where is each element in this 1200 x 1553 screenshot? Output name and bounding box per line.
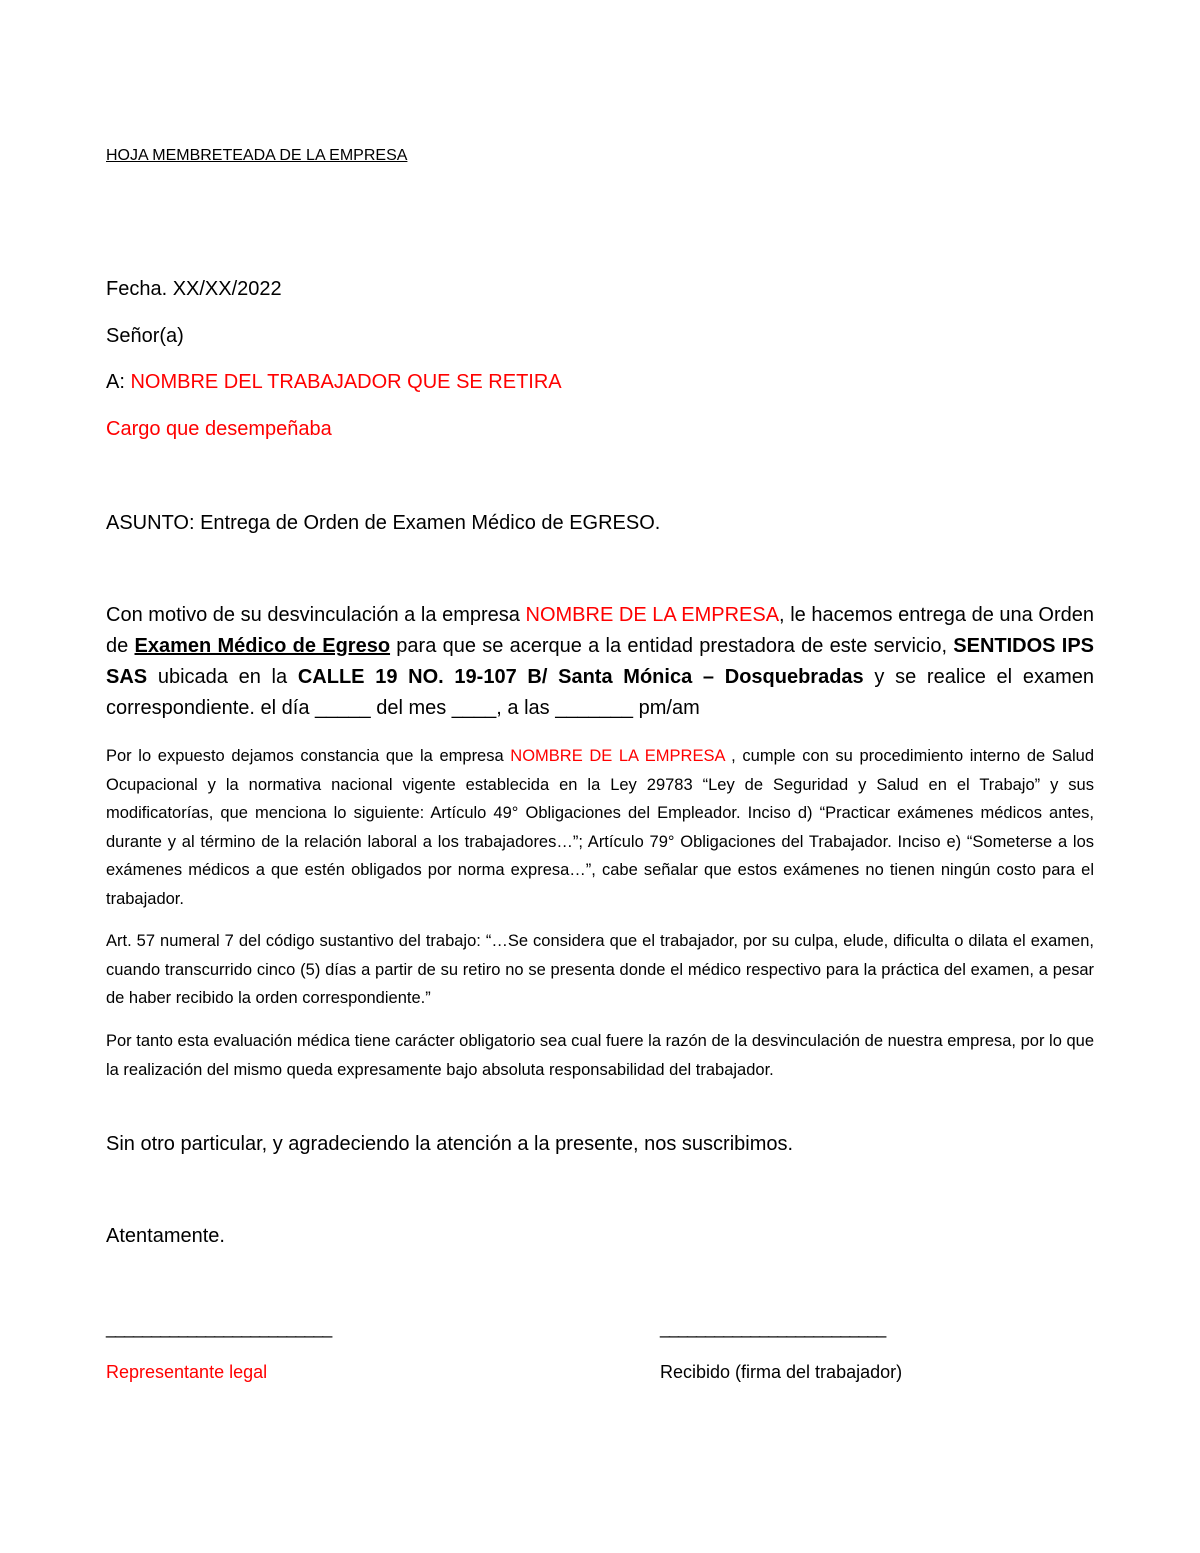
main-text-1: Con motivo de su desvinculación a la empresa	[106, 604, 526, 626]
date-line: Fecha. XX/XX/2022	[106, 278, 282, 300]
main-text-3: para que se acerque a la entidad prestadora de este servicio,	[390, 635, 954, 657]
main-paragraph	[106, 600, 1094, 724]
p1-text-2: , cumple con su procedimiento interno de Salud Ocupacional y la normativa nacional vigente establecida en la Ley 29783 “Ley de Seguridad y Salud en el Trabajo” y sus modificatorías, que menciona lo siguiente: Artículo 49° Obligaciones del Empleador. Inciso d) “Practicar exámenes médicos antes, durante y al término de la relación laboral a los trabajadores…”; Artículo 79° Obligaciones del Trabajador. Inciso e) “Someterse a los exámenes médicos a que estén obligados por norma expresa…”, cabe señalar que estos exámenes no tienen ningún costo para el trabajador.	[106, 747, 1094, 908]
signature-line-right: _________________________	[660, 1318, 886, 1338]
recipient-line	[106, 371, 562, 394]
provider-name: SENTIDOS IPS SAS	[106, 635, 1095, 688]
exam-schedule: el día _____ del mes ____, a las _______ pm/am	[260, 697, 700, 719]
recipient-prefix: A:	[106, 371, 131, 393]
p1-text-1: Por lo expuesto dejamos constancia que la empresa	[106, 747, 511, 765]
legal-paragraph-2: Art. 57 numeral 7 del código sustantivo del trabajo: “…Se considera que el trabajador, por su culpa, elude, dificulta o dilata el examen, cuando transcurrido cinco (5) días a partir de su retiro no se presenta donde el médico respectivo para la práctica del examen, a pesar de haber recibido la orden correspondiente.”	[106, 932, 1094, 1007]
provider-address: CALLE 19 NO. 19-107 B/ Santa Mónica – Dosquebradas	[297, 666, 864, 688]
legal-paragraph-1	[106, 742, 1094, 913]
recipient-name: NOMBRE DEL TRABAJADOR QUE SE RETIRA	[130, 371, 562, 393]
signoff: Atentamente.	[106, 1225, 225, 1247]
subject-line: ASUNTO: Entrega de Orden de Examen Médico de EGRESO.	[106, 512, 661, 534]
recipient-position: Cargo que desempeñaba	[106, 418, 332, 440]
main-text-2: , le hacemos entrega de una Orden de	[106, 604, 1094, 657]
company-name: NOMBRE DE LA EMPRESA	[525, 604, 780, 626]
main-text-4: ubicada en la	[147, 666, 298, 688]
signature-label-legal-rep: Representante legal	[106, 1362, 268, 1382]
exam-type: Examen Médico de Egreso	[134, 635, 391, 657]
main-text-5: y se realice el examen correspondiente.	[106, 666, 1094, 719]
signature-label-worker: Recibido (firma del trabajador)	[660, 1362, 903, 1382]
letterhead: HOJA MEMBRETEADA DE LA EMPRESA	[106, 147, 408, 164]
p1-company-name: NOMBRE DE LA EMPRESA	[510, 747, 725, 765]
legal-paragraph-3: Por tanto esta evaluación médica tiene carácter obligatorio sea cual fuere la razón de la desvinculación de nuestra empresa, por lo que la realización del mismo queda expresamente bajo absoluta responsabilidad del trabajador.	[106, 1032, 1094, 1079]
closing-line: Sin otro particular, y agradeciendo la atención a la presente, nos suscribimos.	[106, 1133, 794, 1155]
salutation: Señor(a)	[106, 325, 184, 347]
signature-line-left: _________________________	[106, 1318, 332, 1338]
